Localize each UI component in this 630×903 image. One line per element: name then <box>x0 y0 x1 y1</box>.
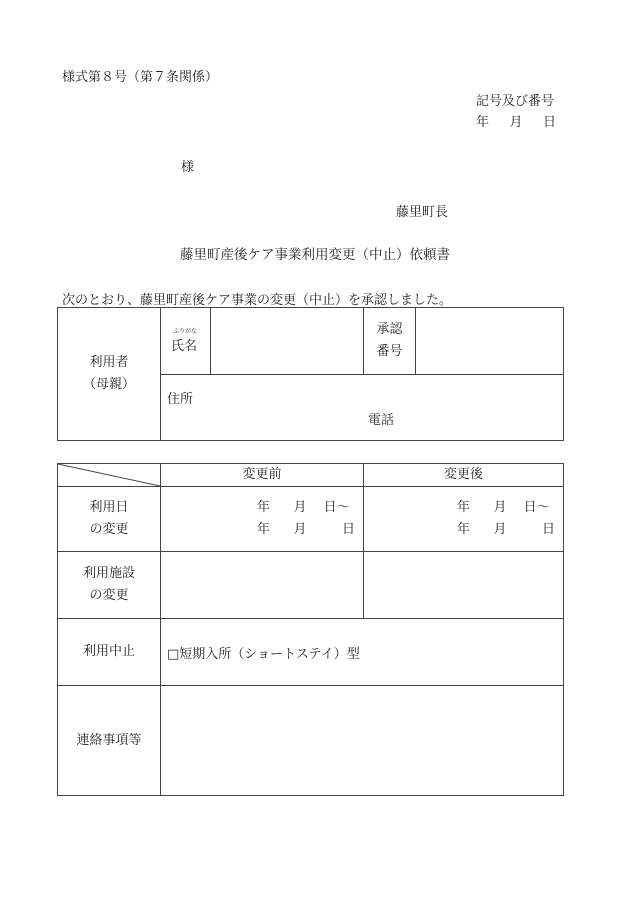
name-field[interactable] <box>211 308 364 375</box>
date-range-before: 年 月 日～ 年 月 日 <box>256 500 355 537</box>
issue-date <box>476 111 556 130</box>
issuer: 藤里町長 <box>396 205 449 220</box>
approval-number-field[interactable] <box>416 308 564 375</box>
date-before-field[interactable] <box>161 487 364 552</box>
intro-text: 次のとおり、藤里町産後ケア事業の変更（中止）を承認しました。 <box>62 293 453 308</box>
name-label: 氏名 <box>171 339 198 354</box>
address-cell[interactable] <box>161 375 564 441</box>
furigana-label: ふりがな <box>173 328 198 335</box>
diagonal-header-cell <box>58 464 161 487</box>
short-stay-checkbox[interactable]: □短期入所（ショートステイ）型 <box>167 646 360 662</box>
document-title: 藤里町産後ケア事業利用変更（中止）依頼書 <box>180 247 450 263</box>
cancel-option[interactable] <box>161 619 564 686</box>
reference-number-label: 記号及び番号 <box>476 94 555 109</box>
form-code: 様式第８号（第７条関係） <box>62 70 219 85</box>
phone-label: 電話 <box>368 413 395 428</box>
before-change-header: 変更前 <box>161 464 364 487</box>
change-table <box>57 463 564 796</box>
addressee-suffix: 様 <box>181 160 195 175</box>
facility-before-field[interactable] <box>161 552 364 619</box>
date-day: 日 <box>542 115 556 130</box>
diagonal-line <box>58 464 160 486</box>
date-change-label: 利用日 の変更 <box>58 487 161 552</box>
approval-number-label: 承認 番号 <box>364 308 416 375</box>
cancel-label: 利用中止 <box>58 619 161 686</box>
notes-label: 連絡事項等 <box>58 686 161 796</box>
date-after-field[interactable] <box>364 487 564 552</box>
date-year: 年 <box>476 115 490 130</box>
facility-change-label: 利用施設 の変更 <box>58 552 161 619</box>
notes-field[interactable] <box>161 686 564 796</box>
date-range-after: 年 月 日～ 年 月 日 <box>456 500 555 537</box>
name-label-cell <box>161 308 211 375</box>
user-info-table <box>57 307 564 441</box>
user-row-label: 利用者 （母親） <box>58 308 161 441</box>
address-label: 住所 <box>167 392 194 407</box>
facility-after-field[interactable] <box>364 552 564 619</box>
date-month: 月 <box>509 115 523 130</box>
after-change-header: 変更後 <box>364 464 564 487</box>
